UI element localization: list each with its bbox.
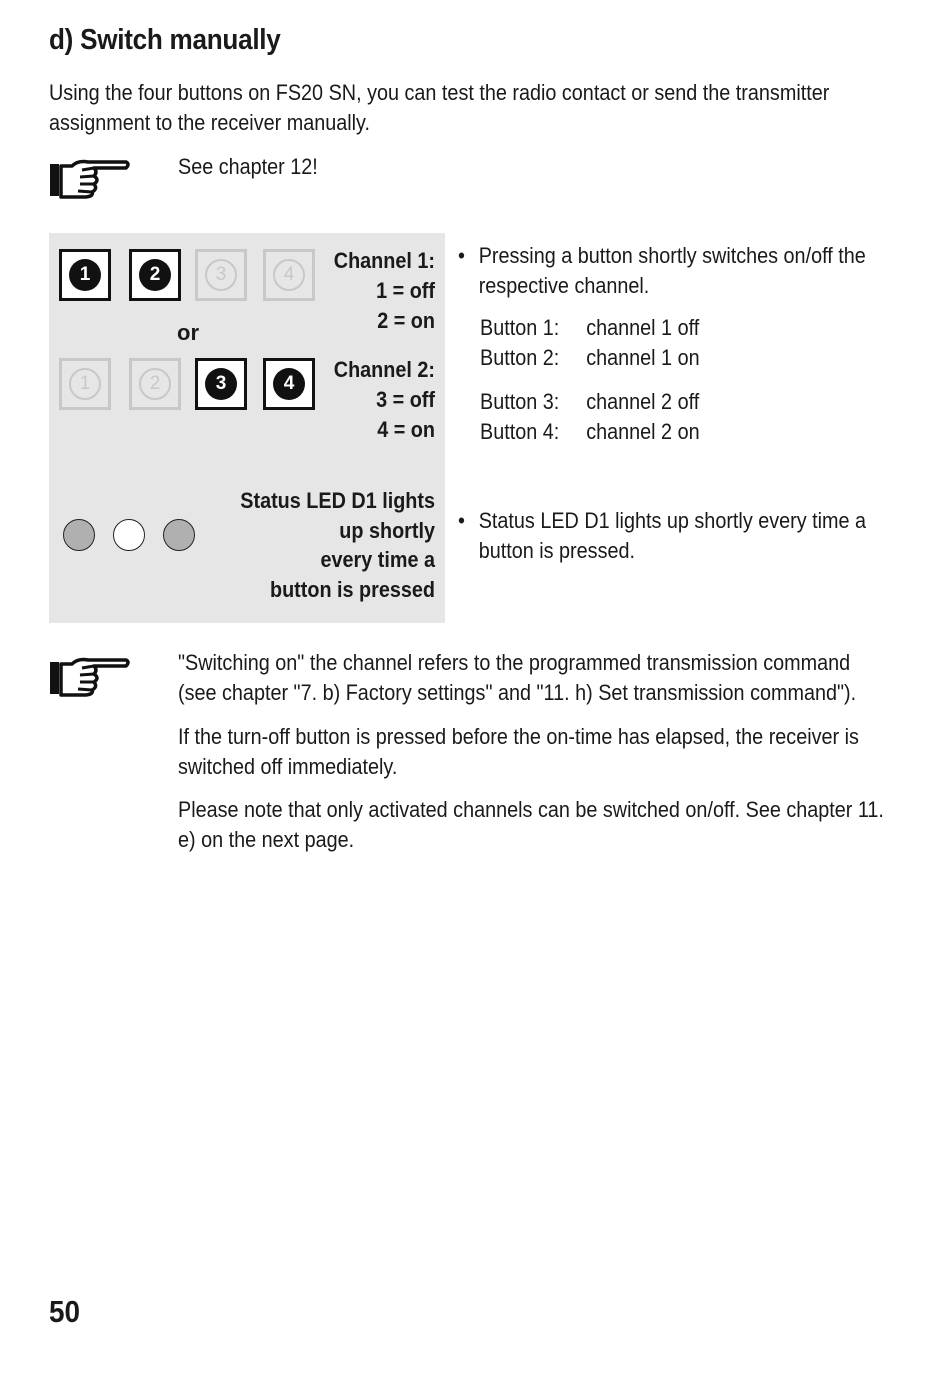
button-1-active: 1 [59, 249, 111, 301]
intro-paragraph: Using the four buttons on FS20 SN, you can test the radio contact or send the transmitter assignment to the receiver manually. [49, 80, 830, 135]
note-switching-on: "Switching on" the channel refers to the programmed transmission command (see chapter "7. b) Factory settings" and "11. h) Set transmission command"). [178, 650, 857, 705]
button-map-row: Button 4: channel 2 on [480, 419, 700, 444]
button-map-row: Button 2: channel 1 on [480, 345, 700, 370]
bullet-status-led: • Status LED D1 lights up shortly every time a button is pressed. [458, 508, 867, 563]
button-map-row: Button 3: channel 2 off [480, 389, 700, 414]
note-see-chapter: See chapter 12! [178, 154, 318, 179]
status-led-label: Status LED D1 lights up shortly every time a button is pressed [240, 488, 435, 602]
pointing-hand-icon [48, 654, 132, 698]
button-3-active: 3 [195, 358, 247, 410]
led-middle [113, 519, 145, 551]
or-label: or [177, 320, 199, 345]
section-heading: d) Switch manually [49, 24, 281, 56]
button-map-channel-1 [480, 313, 700, 373]
button-4-active: 4 [263, 358, 315, 410]
button-diagram-panel [49, 233, 445, 623]
note-activated-channels: Please note that only activated channels can be switched on/off. See chapter 11. e) on the next page. [178, 797, 884, 852]
button-2-inactive: 2 [129, 358, 181, 410]
led-right [163, 519, 195, 551]
button-1-inactive: 1 [59, 358, 111, 410]
channel-1-label: Channel 1: 1 = off 2 = on [333, 248, 435, 333]
led-left [63, 519, 95, 551]
bullet-buttons: • Pressing a button shortly switches on/off the respective channel. [458, 243, 866, 298]
channel-2-label: Channel 2: 3 = off 4 = on [333, 357, 435, 442]
note-turn-off: If the turn-off button is pressed before the on-time has elapsed, the receiver is switched off immediately. [178, 724, 859, 779]
button-4-inactive: 4 [263, 249, 315, 301]
button-map-row: Button 1: channel 1 off [480, 315, 700, 340]
button-map-channel-2 [480, 387, 700, 447]
button-3-inactive: 3 [195, 249, 247, 301]
pointing-hand-icon [48, 156, 132, 200]
button-2-active: 2 [129, 249, 181, 301]
page-number: 50 [49, 1294, 81, 1329]
